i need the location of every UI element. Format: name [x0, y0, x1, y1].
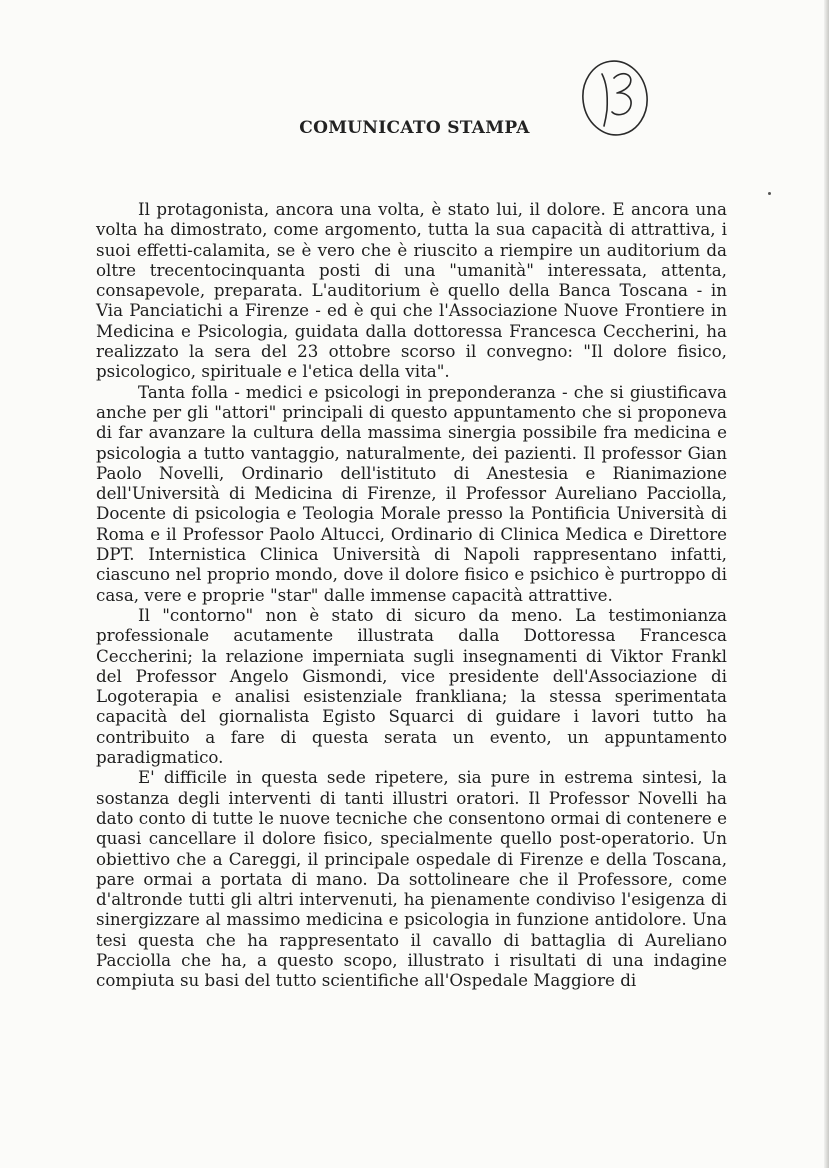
- paragraph: E' difficile in questa sede ripetere, sia pure in estrema sintesi, la sostanza degli interventi di tanti illustri oratori. Il Professor Novelli ha dato conto di tutte le nuove tecniche che consentono ormai di contenere e quasi cancellare il dolore fisico, specialmente quello post-operatorio. Un obiettivo che a Careggi, il principale ospedale di Firenze e della Toscana, pare ormai a portata di mano. Da sottolineare che il Professore, come d'altronde tutti gli altri intervenuti, ha pienamente condiviso l'esigenza di sinergizzare al massimo medicina e psicologia in funzione antidolore. Una tesi questa che ha rappresentato il cavallo di battaglia di Aureliano Pacciolla che ha, a questo scopo, illustrato i risultati di una indagine compiuta su basi del tutto scientifiche all'Ospedale Maggiore di: [96, 767, 727, 991]
- paragraph: Tanta folla - medici e psicologi in preponderanza - che si giustificava anche per gli "attori" principali di questo appuntamento che si proponeva di far avanzare la cultura della massima sinergia possibile fra medicina e psicologia a tutto vantaggio, naturalmente, dei pazienti. Il professor Gian Paolo Novelli, Ordinario dell'istituto di Anestesia e Rianimazione dell'Università di Medicina di Firenze, il Professor Aureliano Pacciolla, Docente di psicologia e Teologia Morale presso la Pontificia Università di Roma e il Professor Paolo Altucci, Ordinario di Clinica Medica e Direttore DPT. Internistica Clinica Università di Napoli rappresentano infatti, ciascuno nel proprio mondo, dove il dolore fisico e psichico è purtroppo di casa, vere e proprie "star" dalle immense capacità attrattive.: [96, 381, 727, 605]
- press-release-body: [96, 199, 727, 991]
- page-edge-shadow: [824, 0, 829, 1168]
- scan-speck: [768, 192, 771, 195]
- paragraph: Il protagonista, ancora una volta, è stato lui, il dolore. E ancora una volta ha dimostrato, come argomento, tutta la sua capacità di attrattiva, i suoi effetti-calamita, se è vero che è riuscito a riempire un auditorium da oltre trecentocinquanta posti di una "umanità" interessata, attenta, consapevole, preparata. L'auditorium è quello della Banca Toscana - in Via Panciatichi a Firenze - ed è qui che l'Associazione Nuove Frontiere in Medicina e Psicologia, guidata dalla dottoressa Francesca Ceccherini, ha realizzato la sera del 23 ottobre scorso il convegno: "Il dolore fisico, psicologico, spirituale e l'etica della vita".: [96, 199, 727, 382]
- paragraph: Il "contorno" non è stato di sicuro da meno. La testimonianza professionale acutamente illustrata dalla Dottoressa Francesca Ceccherini; la relazione imperniata sugli insegnamenti di Viktor Frankl del Professor Angelo Gismondi, vice presidente dell'Associazione di Logoterapia e analisi esistenziale frankliana; la stessa sperimentata capacità del giornalista Egisto Squarci di guidare i lavori tutto ha contribuito a fare di questa serata un evento, un appuntamento paradigmatico.: [96, 604, 727, 768]
- page-title: COMUNICATO STAMPA: [299, 118, 530, 138]
